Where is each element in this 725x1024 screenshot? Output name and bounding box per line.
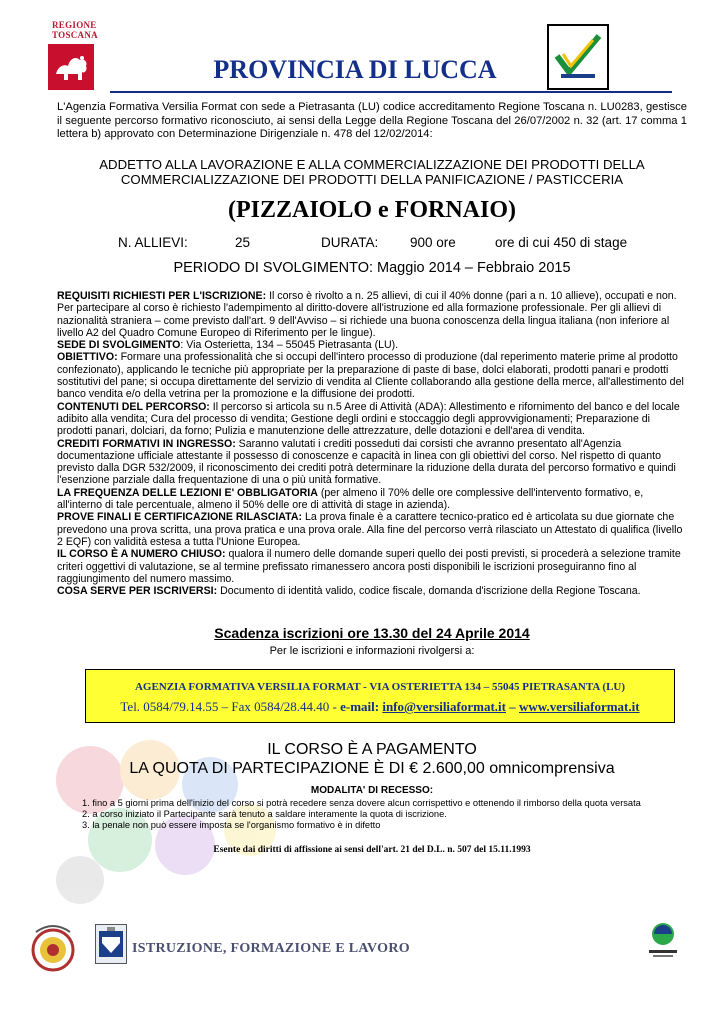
section-location: SEDE DI SVOLGIMENTO: Via Osterietta, 134 – 55045 Pietrasanta (LU). — [57, 339, 399, 352]
withdrawal-title: MODALITA' DI RECESSO: — [310, 785, 434, 796]
withdrawal-item: 2. a corso iniziato il Partecipante sarà tenuto a saldare interamente la quota di iscrizione. — [82, 809, 447, 820]
students-label: N. ALLIEVI: — [118, 235, 188, 250]
agency-contacts — [86, 699, 674, 715]
intro-paragraph: L'Agenzia Formativa Versilia Format con sede a Pietrasanta (LU) codice accreditamento Regione Toscana n. LU0283, gestisce il seguente percorso formativo riconosciuto, ai sensi della Legge della Regione Toscana del 26/07/2002 n. 32 (art. 17 comma 1 lettera b) approvato con Determinazione Dirigenziale n. 478 del 12/02/2014: — [57, 101, 687, 140]
section-attendance: LA FREQUENZA DELLE LEZIONI E' OBBLIGATORIA (per almeno il 70% delle ore complessive dell'intervento formativo, e, all'interno di tale percentuale, almeno il 50% delle ore di attività di stage in azienda). — [57, 486, 644, 512]
enrollment-deadline: Scadenza iscrizioni ore 13.30 del 24 Aprile 2014 — [214, 625, 530, 641]
province-title: PROVINCIA DI LUCCA — [213, 55, 497, 84]
students-value: 25 — [235, 235, 251, 250]
website-link[interactable]: www.versiliaformat.it — [519, 699, 640, 714]
payment-notice: IL CORSO È A PAGAMENTO — [267, 741, 477, 758]
partner-logo-icon — [645, 920, 681, 962]
course-title — [57, 157, 687, 187]
withdrawal-terms — [82, 798, 682, 832]
course-title-line2: COMMERCIALIZZAZIONE DEI PRODOTTI DELLA PANIFICAZIONE / PASTICCERIA — [120, 172, 624, 187]
withdrawal-item: 1. fino a 5 giorni prima dell'inizio del corso si potrà recedere senza dovere alcun corrispettivo e ottenendo il rimborso della quota versata — [82, 798, 641, 808]
education-training-work-title: ISTRUZIONE, FORMAZIONE E LAVORO — [132, 941, 410, 956]
provincia-lucca-crest-icon — [95, 924, 127, 964]
enrollment-info-note: Per le iscrizioni e informazioni rivolgersi a: — [269, 645, 475, 657]
contact-separator: – — [506, 699, 519, 714]
duration-value: 900 ore — [410, 235, 456, 250]
section-final-exams: PROVE FINALI E CERTIFICAZIONE RILASCIATA: La prova finale è a carattere tecnico-pratico ed è articolata su due giornate che prevedono una prova scritta, una prova pratica e una prova orale. Alla fine del percorso verrà rilasciato un Attestato di qualifica (livello 2 EQF) con validità estesa a tutta l'Unione Europea. — [57, 511, 683, 548]
course-title-line1: ADDETTO ALLA LAVORAZIONE E ALLA COMMERCIALIZZAZIONE DEI PRODOTTI DELLA — [99, 157, 645, 172]
stage-hours: ore di cui 450 di stage — [495, 235, 628, 250]
participation-fee: LA QUOTA DI PARTECIPAZIONE È DI € 2.600,00 omnicomprensiva — [129, 760, 615, 777]
course-main-title: (PIZZAIOLO e FORNAIO) — [228, 197, 516, 223]
checkmark-logo-icon — [549, 26, 607, 88]
nuovi-bisogni-logo-icon — [28, 918, 78, 978]
agency-name: AGENZIA FORMATIVA VERSILIA FORMAT - VIA OSTERIETTA 134 – 55045 PIETRASANTA (LU) — [134, 681, 626, 693]
section-closed-number: IL CORSO È A NUMERO CHIUSO: qualora il numero delle domande superi quello dei posti previsti, si procederà a selezione tramite criteri oggettivi di valutazione, se al termine prefissato rimanessero ancora posti disponibili le iscrizioni proseguiranno fino al raggiungimento del numero massimo. — [57, 548, 681, 585]
region-name-line2: TOSCANA — [52, 30, 98, 40]
posting-exemption-note: Esente dai diritti di affissione ai sensi dell'art. 21 del D.L. n. 507 del 15.11.1993 — [213, 845, 531, 855]
agency-phone-fax: Tel. 0584/79.14.55 – Fax 0584/28.44.40 - — [120, 699, 341, 714]
section-credits: CREDITI FORMATIVI IN INGRESSO: Saranno valutati i crediti posseduti dai corsisti che avranno presentato all'Agenzia documentazione ufficiale attestante il possesso di conoscenze e capacità in linea con gli obiettivi del corso. Nel rispetto di quanto previsto dalla DGR 532/2009, il riconoscimento dei crediti potrà determinare la riduzione della durata del percorso formativo e quindi l'esenzione parziale dalla frequentazione di una o più unità formative. — [57, 437, 676, 487]
versilia-format-logo — [547, 24, 609, 90]
course-details — [57, 290, 687, 597]
course-period: PERIODO DI SVOLGIMENTO: Maggio 2014 – Febbraio 2015 — [173, 260, 571, 276]
section-requirements: REQUISITI RICHIESTI PER L'ISCRIZIONE: Il corso è rivolto a n. 25 allievi, di cui il 40% donne (pari a n. 10 allieve), occupati e non. Per partecipare al corso è richiesto l'adempimento al diritto-dovere all'istruzione ed alla formazione professionale. Per gli allievi di nazionalità straniera – come previsto dall'art. 9 dell'Avviso – si richiede una buona conoscenza della lingua italiana (non inferiore al livello A2 del Quadro Comune Europeo di Riferimento per le lingue). — [57, 290, 677, 339]
agency-contact-box — [85, 669, 675, 723]
region-name — [52, 20, 98, 40]
email-link[interactable]: info@versiliaformat.it — [382, 699, 506, 714]
duration-label: DURATA: — [321, 235, 379, 250]
email-label: e-mail: — [340, 699, 383, 714]
region-name-line1: REGIONE — [52, 20, 97, 30]
section-how-to-enroll: COSA SERVE PER ISCRIVERSI: Documento di identità valido, codice fiscale, domanda d'iscrizione della Regione Toscana. — [57, 585, 641, 598]
withdrawal-item: 3. la penale non può essere imposta se l'organismo formativo è in difetto — [82, 820, 381, 831]
section-objective: OBIETTIVO: Formare una professionalità che si occupi dell'intero processo di produzione (dal reperimento materie prime al prodotto confezionato), applicando le tecniche più appropriate per la preparazione di paste di base, dolci elaborati, prodotti panari e prodotti sostitutivi del pane; si occupa direttamente del servizio di vendita al Cliente collaborando alla gestione della merce, all'allestimento del banco vendita e/o della vetrina per la promozione e la diffusione dei prodotti. — [57, 351, 684, 401]
section-contents: CONTENUTI DEL PERCORSO: Il percorso si articola su n.5 Aree di Attività (ADA): Allestimento e rifornimento del banco e del locale adibito alla vendita; Cura del processo di vendita; Gestione degli ordini e stoccaggio degli approvvigionamenti; Preparazione di prodotti panari, dolciari, da forno; Pulizia e manutenzione delle attrezzature, delle dotazioni e dell'area di vendita. — [57, 400, 680, 438]
regione-toscana-logo-icon — [48, 44, 94, 90]
